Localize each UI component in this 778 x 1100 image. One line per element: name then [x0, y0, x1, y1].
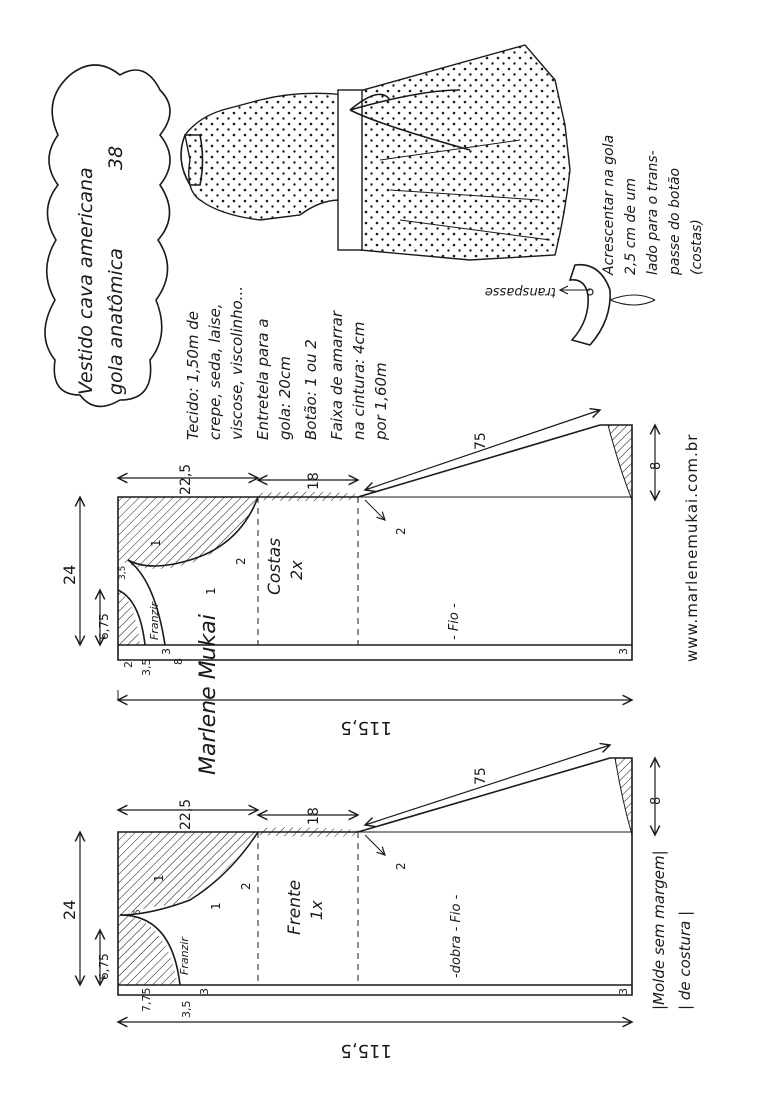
dress-sketch	[181, 45, 570, 260]
back-m35: 3,5	[140, 658, 153, 676]
collar-note-text	[601, 135, 705, 276]
front-m775: 7,75	[140, 987, 153, 1012]
title-text	[75, 146, 127, 395]
back-n2a: 2	[234, 557, 248, 565]
back-m18: 18	[306, 472, 322, 490]
materials-entretela-2: gola: 20cm	[276, 356, 294, 440]
back-m675: 6,75	[97, 613, 111, 640]
back-n1a: 1	[149, 539, 163, 547]
collar-note-line5: (costas)	[689, 219, 705, 275]
back-m8b: 8	[172, 658, 185, 665]
transpasse-label: transpasse	[484, 284, 556, 299]
back-label: Costas	[265, 537, 285, 595]
seam-note-line2: | de costura |	[676, 910, 694, 1010]
collar-note-line3: lado para o trans-	[645, 150, 661, 275]
back-m35b: 3,5	[118, 565, 128, 580]
back-m225: 22,5	[178, 463, 194, 495]
collar-note-line2: 2,5 cm de um	[623, 178, 639, 275]
front-m8: 8	[649, 796, 664, 805]
collar-note-line4: passe do botão	[667, 167, 683, 275]
front-m1155: 115,5	[340, 1040, 392, 1061]
front-m675: 6,75	[97, 953, 111, 980]
front-count: 1x	[307, 900, 326, 920]
seam-note-line1: |Molde sem margem|	[650, 850, 668, 1010]
front-pattern-piece	[60, 745, 664, 1061]
materials-entretela-1: Entretela para a	[254, 318, 272, 440]
back-franzir: Franzir	[148, 602, 161, 640]
front-label: Frente	[285, 879, 305, 935]
title-line2: gola anatômica	[105, 248, 127, 395]
title-cloud	[45, 65, 170, 406]
materials-tecido-3: viscose, viscolinho...	[228, 286, 246, 440]
front-n1b: 1	[209, 902, 223, 910]
front-fio: -dobra - Fio -	[449, 894, 464, 978]
front-m75: 75	[473, 767, 489, 785]
materials-tecido-1: Tecido: 1,50m de	[184, 310, 202, 440]
materials-block	[184, 286, 390, 441]
signature-text: Marlene Mukai	[196, 614, 221, 775]
back-count: 2x	[287, 560, 306, 580]
front-n2b: 2	[394, 862, 408, 870]
front-n2a: 2	[239, 882, 253, 890]
back-n1b: 1	[204, 587, 218, 595]
front-m3b: 3	[617, 988, 630, 995]
materials-faixa-2: na cintura: 4cm	[350, 321, 368, 440]
materials-faixa-1: Faixa de amarrar	[328, 310, 346, 440]
back-pattern-piece	[60, 410, 664, 738]
front-m18: 18	[306, 807, 322, 825]
front-m3a: 3	[198, 988, 211, 995]
front-franzir: Franzir	[178, 937, 191, 975]
back-m8: 8	[649, 461, 664, 470]
signature	[196, 614, 221, 775]
collar-note-line1: Acrescentar na gola	[601, 134, 617, 275]
seam-note	[650, 850, 694, 1010]
front-m24: 24	[60, 899, 79, 920]
back-fio: - Fio -	[447, 603, 462, 640]
back-m2: 2	[122, 661, 135, 668]
front-n1a: 1	[152, 874, 166, 882]
title-size: 38	[105, 145, 127, 170]
front-m5: 5	[133, 909, 143, 915]
back-m3a: 3	[160, 648, 173, 655]
title-line1: Vestido cava americana	[75, 167, 97, 395]
materials-tecido-2: crepe, seda, laise,	[206, 303, 224, 440]
back-m75: 75	[473, 432, 489, 450]
back-m24: 24	[60, 564, 79, 585]
materials-botao: Botão: 1 ou 2	[302, 339, 320, 440]
website-text: www.marlenemukai.com.br	[683, 433, 701, 662]
front-m35: 3,5	[180, 1000, 193, 1018]
back-m1155: 115,5	[340, 717, 392, 738]
back-n2b: 2	[394, 527, 408, 535]
back-m3b: 3	[617, 648, 630, 655]
front-m225: 22,5	[178, 798, 194, 830]
materials-faixa-3: por 1,60m	[372, 362, 390, 440]
